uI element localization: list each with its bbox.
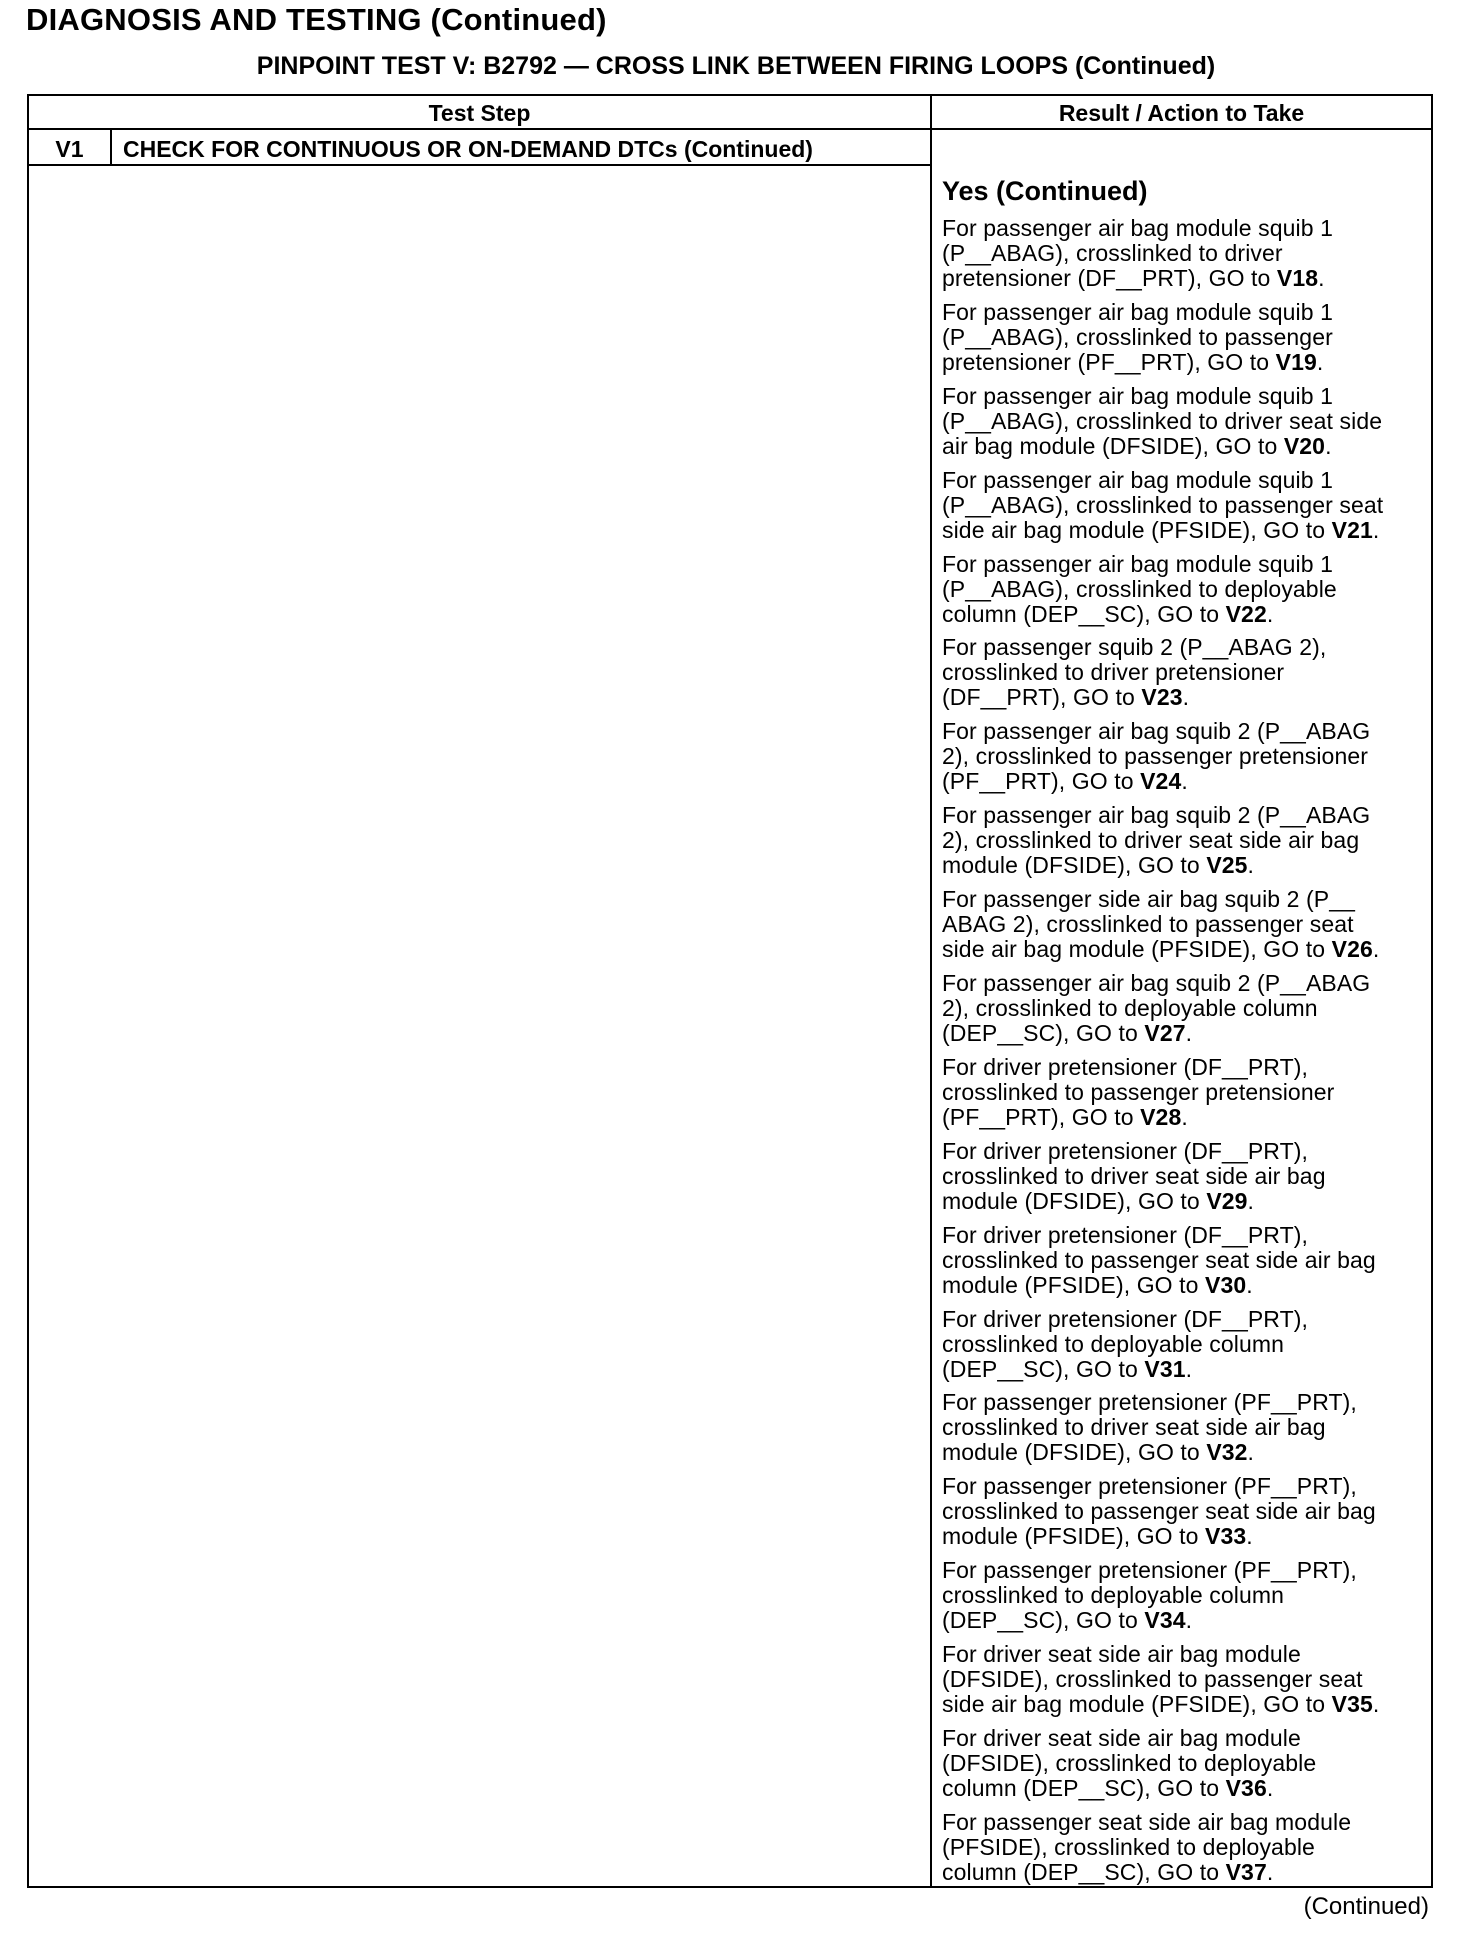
action-text: For passenger air bag module squib 1 (P__ABAG), crosslinked to driver seat side air bag module (DFSIDE), GO to: [942, 382, 1383, 459]
continued-note: (Continued): [1303, 1893, 1429, 1920]
action-tail: .: [1325, 432, 1332, 459]
action-item: [942, 1223, 1430, 1298]
action-text: For passenger air bag squib 2 (P__ABAG 2), crosslinked to deployable column (DEP__SC), GO to: [942, 970, 1371, 1047]
goto-step-ref: V21: [1331, 516, 1373, 543]
action-tail: .: [1185, 1020, 1193, 1047]
action-tail: .: [1185, 1607, 1193, 1634]
header-result-action: Result / Action to Take: [1058, 100, 1305, 126]
action-item: [942, 1139, 1430, 1214]
action-item: [942, 1474, 1430, 1549]
goto-step-ref: V28: [1140, 1103, 1182, 1130]
action-text: For driver seat side air bag module (DFSIDE), crosslinked to passenger seat side air bag module (PFSIDE), GO to: [942, 1641, 1363, 1718]
action-text: For driver seat side air bag module (DFSIDE), crosslinked to deployable column (DEP__SC), GO to: [942, 1725, 1317, 1802]
action-text: For passenger pretensioner (PF__PRT), crosslinked to deployable column (DEP__SC), GO to: [942, 1557, 1357, 1634]
action-item: [942, 1642, 1430, 1717]
step-id: V1: [55, 136, 84, 162]
result-heading: Yes (Continued): [942, 176, 1148, 206]
action-item: [942, 635, 1430, 710]
action-item: [942, 468, 1430, 543]
action-tail: .: [1372, 1691, 1380, 1718]
action-item: [942, 803, 1430, 878]
action-text: For driver pretensioner (DF__PRT), crosslinked to passenger pretensioner (PF__PRT), GO to: [942, 1053, 1335, 1130]
action-item: [942, 216, 1430, 291]
result-action-column: [942, 166, 1430, 1894]
goto-step-ref: V30: [1205, 1271, 1247, 1298]
action-tail: .: [1246, 1523, 1253, 1550]
action-text: For passenger side air bag squib 2 (P__ ABAG 2), crosslinked to passenger seat side air bag module (PFSIDE), GO to: [942, 886, 1356, 963]
action-text: For driver pretensioner (DF__PRT), crosslinked to driver seat side air bag module (DFSIDE), GO to: [942, 1137, 1326, 1214]
action-tail: .: [1266, 1858, 1274, 1885]
action-item: [942, 1307, 1430, 1382]
step-title: CHECK FOR CONTINUOUS OR ON-DEMAND DTCs (Continued): [123, 136, 813, 162]
action-text: For driver pretensioner (DF__PRT), crosslinked to passenger seat side air bag module (PFSIDE), GO to: [942, 1221, 1376, 1298]
goto-step-ref: V27: [1144, 1020, 1186, 1047]
action-item: [942, 552, 1430, 627]
action-tail: .: [1182, 684, 1190, 711]
goto-step-ref: V25: [1206, 852, 1248, 879]
goto-step-ref: V36: [1225, 1775, 1267, 1802]
action-item: [942, 384, 1430, 459]
goto-step-ref: V23: [1141, 684, 1183, 711]
goto-step-ref: V20: [1283, 432, 1326, 459]
header-test-step: Test Step: [428, 100, 531, 126]
column-divider: [930, 94, 932, 1888]
action-tail: .: [1318, 265, 1325, 291]
action-tail: .: [1372, 516, 1380, 543]
action-text: For passenger air bag squib 2 (P__ABAG 2), crosslinked to driver seat side air bag module (DFSIDE), GO to: [942, 802, 1371, 879]
action-tail: .: [1185, 1355, 1193, 1382]
action-list: [942, 216, 1430, 1885]
action-tail: .: [1247, 852, 1255, 879]
action-item: [942, 300, 1430, 375]
action-text: For passenger air bag module squib 1 (P__ABAG), crosslinked to passenger pretensioner (PF__PRT), GO to: [942, 298, 1333, 375]
action-tail: .: [1247, 1439, 1255, 1466]
action-tail: .: [1266, 1775, 1274, 1802]
goto-step-ref: V33: [1205, 1523, 1247, 1550]
action-item: [942, 1726, 1430, 1801]
step-id-divider: [110, 130, 112, 166]
action-text: For passenger pretensioner (PF__PRT), crosslinked to passenger seat side air bag module (PFSIDE), GO to: [942, 1473, 1376, 1550]
action-text: For passenger air bag module squib 1 (P__ABAG), crosslinked to passenger seat side air bag module (PFSIDE), GO to: [942, 466, 1384, 543]
goto-step-ref: V31: [1144, 1355, 1186, 1382]
action-item: [942, 971, 1430, 1046]
action-item: [942, 887, 1430, 962]
action-tail: .: [1372, 936, 1380, 963]
action-item: [942, 719, 1430, 794]
goto-step-ref: V29: [1206, 1187, 1248, 1214]
goto-step-ref: V37: [1225, 1858, 1267, 1885]
action-item: [942, 1055, 1430, 1130]
section-title: DIAGNOSIS AND TESTING (Continued): [26, 2, 607, 37]
goto-step-ref: V24: [1140, 768, 1182, 795]
action-item: [942, 1558, 1430, 1633]
action-text: For passenger air bag module squib 1 (P__ABAG), crosslinked to deployable column (DEP__SC), GO to: [942, 550, 1337, 627]
goto-step-ref: V32: [1206, 1439, 1248, 1466]
goto-step-ref: V35: [1331, 1691, 1373, 1718]
goto-step-ref: V22: [1225, 600, 1267, 627]
action-tail: .: [1181, 1103, 1188, 1130]
action-text: For passenger air bag squib 2 (P__ABAG 2), crosslinked to passenger pretensioner (PF__PRT), GO to: [942, 718, 1371, 795]
goto-step-ref: V34: [1144, 1607, 1186, 1634]
action-text: For passenger pretensioner (PF__PRT), crosslinked to driver seat side air bag module (DFSIDE), GO to: [942, 1389, 1357, 1466]
action-text: For driver pretensioner (DF__PRT), crosslinked to deployable column (DEP__SC), GO to: [942, 1305, 1308, 1382]
action-tail: .: [1316, 348, 1324, 375]
action-tail: .: [1266, 600, 1274, 627]
action-text: For passenger air bag module squib 1 (P__ABAG), crosslinked to driver pretensioner (DF__PRT), GO to: [942, 215, 1333, 291]
goto-step-ref: V18: [1276, 265, 1319, 291]
action-tail: .: [1246, 1271, 1253, 1298]
action-text: For passenger squib 2 (P__ABAG 2), crosslinked to driver pretensioner (DF__PRT), GO to: [942, 634, 1327, 711]
action-item: [942, 1810, 1430, 1885]
action-text: For passenger seat side air bag module (PFSIDE), crosslinked to deployable column (DEP__SC), GO to: [942, 1808, 1352, 1885]
action-tail: .: [1181, 768, 1188, 795]
pinpoint-test-title: PINPOINT TEST V: B2792 — CROSS LINK BETWEEN FIRING LOOPS (Continued): [256, 52, 1216, 80]
goto-step-ref: V26: [1331, 936, 1373, 963]
action-item: [942, 1390, 1430, 1465]
goto-step-ref: V19: [1275, 348, 1317, 375]
action-tail: .: [1247, 1187, 1255, 1214]
